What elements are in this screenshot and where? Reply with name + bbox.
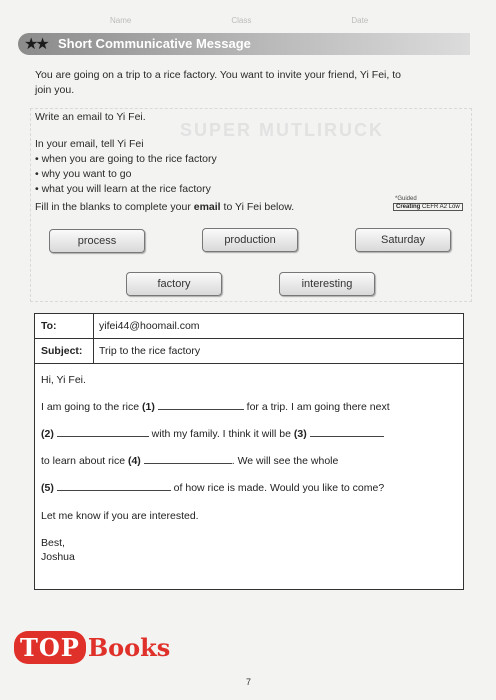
email-sender-name: Joshua (41, 551, 75, 563)
intro-paragraph (35, 68, 401, 98)
blank-3[interactable] (310, 426, 384, 437)
email-line-2: (2) with my family. I think it will be (3) (41, 426, 384, 440)
blank-2[interactable] (57, 426, 149, 437)
word-chip-saturday: Saturday (355, 228, 451, 252)
star-icon: ★★ (24, 36, 47, 53)
email-form (34, 313, 464, 590)
intro-line-2: join you. (35, 84, 75, 96)
bullet-item: • what you will learn at the rice factory (35, 183, 211, 195)
word-chip-production: production (202, 228, 298, 252)
guided-label: *Guided (395, 196, 417, 202)
topbooks-logo: TOP Books (14, 631, 170, 664)
tell-heading: In your email, tell Yi Fei (35, 138, 144, 150)
fill-instruction: Fill in the blanks to complete your email to Yi Fei below. (35, 201, 295, 213)
word-chip-interesting: interesting (279, 272, 375, 296)
tell-list (35, 137, 217, 197)
bullet-item: • why you want to go (35, 168, 132, 180)
email-to-row (35, 314, 463, 339)
section-banner (18, 33, 470, 55)
email-closing: Let me know if you are interested. (41, 510, 199, 522)
cefr-badge: Creating CEFR A2 Low (393, 203, 463, 211)
faint-header: Name Class Date (110, 16, 369, 25)
write-instruction: Write an email to Yi Fei. (35, 111, 146, 123)
email-line-3: to learn about rice (4) . We will see the whole (41, 455, 339, 467)
email-line-4: (5) of how rice is made. Would you like to come? (41, 482, 385, 494)
subject-label: Subject: (35, 339, 94, 363)
to-label: To: (35, 314, 94, 338)
word-chip-process: process (49, 229, 145, 253)
email-greeting: Hi, Yi Fei. (41, 374, 86, 386)
blank-1[interactable] (158, 399, 244, 410)
page-number: 7 (246, 677, 252, 687)
blank-4[interactable] (144, 453, 232, 464)
to-value: yifei44@hoomail.com (99, 320, 200, 332)
email-signoff: Best, (41, 537, 65, 549)
email-line-1: I am going to the rice (1) for a trip. I am going there next (41, 401, 390, 413)
bullet-item: • when you are going to the rice factory (35, 153, 217, 165)
word-chip-factory: factory (126, 272, 222, 296)
subject-value: Trip to the rice factory (99, 345, 201, 357)
intro-line-1: You are going on a trip to a rice factory. You want to invite your friend, Yi Fei, to (35, 69, 401, 81)
section-title: Short Communicative Message (58, 36, 251, 51)
blank-5[interactable] (57, 480, 171, 491)
faint-background-title: SUPER MUTLIRUCK (180, 120, 384, 140)
email-subject-row (35, 339, 463, 364)
